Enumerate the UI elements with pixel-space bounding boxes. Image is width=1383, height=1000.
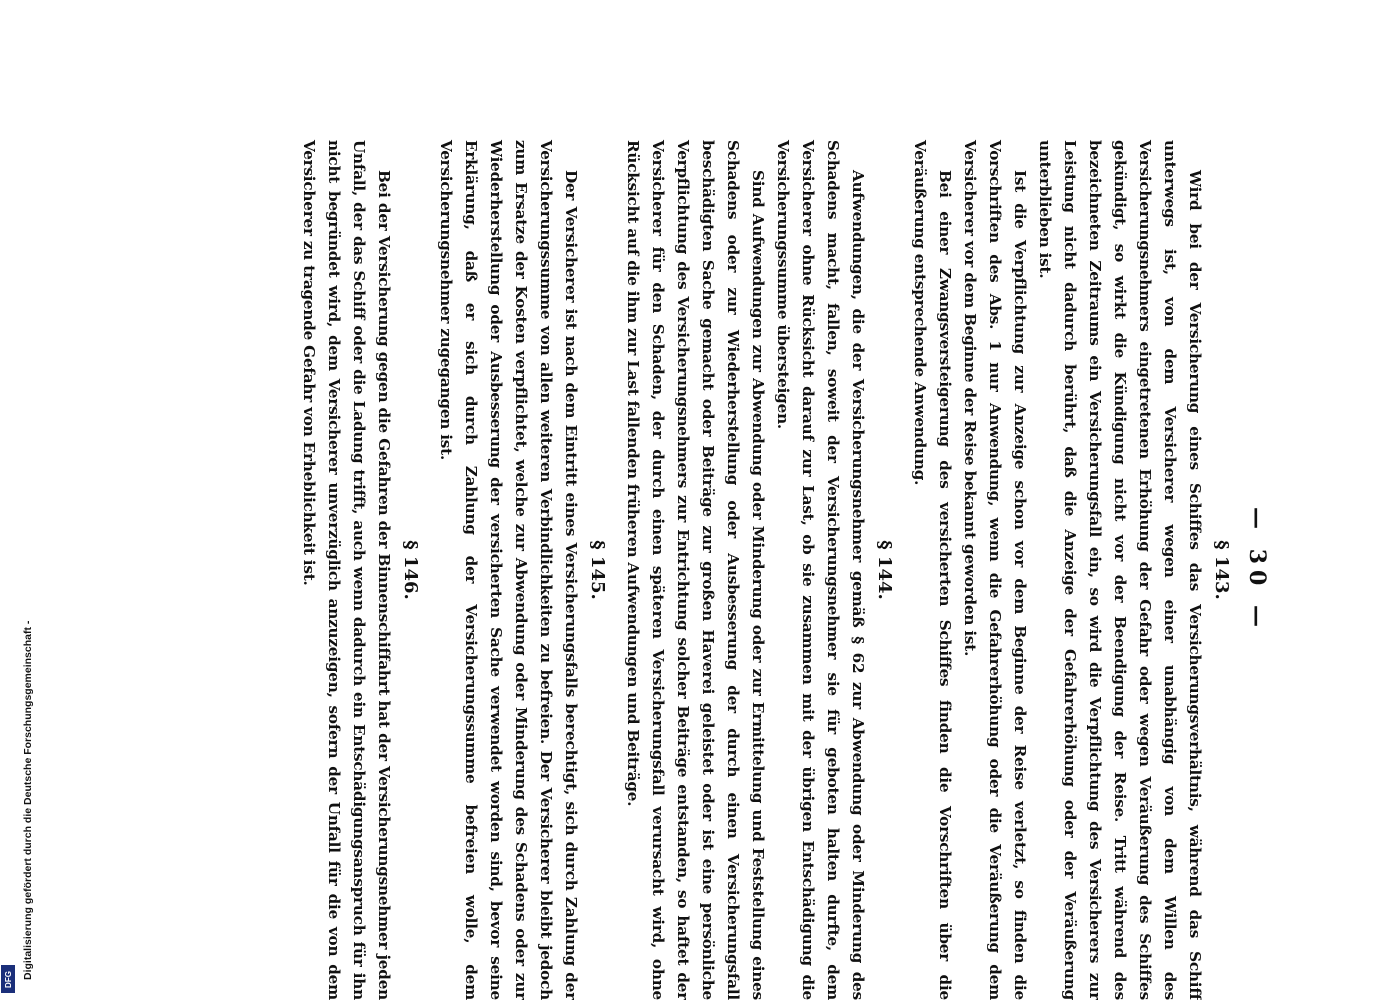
section-heading: § 143. [1211,540,1232,600]
digitization-credit [0,0,34,1000]
section-heading: § 144. [874,540,895,600]
section-146 [296,140,421,1000]
paragraph: Bei einer Zwangsversteigerung des versicherten Schiffes finden die Vorschriften über die Veräußerung entsprechende Anwendung. [911,140,954,1000]
funding-credit-text: Digitalisierung gefördert durch die Deutsche Forschungsgemeinschaft - [22,620,34,980]
dfg-logo-icon [1,965,15,993]
dfg-logo-label: DFG [3,970,13,988]
paragraph: Wird bei der Versicherung eines Schiffes das Versicherungsverhältnis, während das Schiff unterwegs ist, von dem Versicherer wegen einer unabhängig von dem Willen des Versicherungsnehmers eingetretenen Erhöhung der Gefahr oder wegen Veräußerung des Schiffes gekündigt, so wirkt die Kündigung nicht vor der Beendigung der Reise. Tritt während des bezeichneten Zeitraums ein Versicherungsfall ein, so wird die Verpflichtung des Versicherers zur Leistung nicht dadurch berührt, daß die Anzeige der Gefahrerhöhung oder der Veräußerung unterblieben ist. [1036,140,1204,1000]
section-heading: § 146. [400,540,421,600]
paragraph: Der Versicherer ist nach dem Eintritt eines Versicherungsfalls berechtigt, sich durch Zahlung der Versicherungssumme von allen weiteren Verbindlichkeiten zu befreien. Der Versicherer bleibt jedoch zum Ersatze der Kosten verpflichtet, welche zur Abwendung oder Minderung des Schadens oder zur Wiederherstellung oder Ausbesserung der versicherten Sache verwendet worden sind, bevor seine Erklärung, daß er sich durch Zahlung der Versicherungssumme befreien wolle, dem Versicherungsnehmer zugegangen ist. [437,140,580,1000]
section-144 [620,140,895,1000]
section-heading: § 145. [587,540,608,600]
paragraph: Aufwendungen, die der Versicherungsnehmer gemäß § 62 zur Abwendung oder Minderung des Schadens macht, fallen, soweit der Versicherungsnehmer sie für geboten halten durfte, dem Versicherer ohne Rücksicht darauf zur Last, ob sie zusammen mit der übrigen Entschädigung die Versicherungssumme übersteigen. [774,140,867,1000]
paragraph: Bei der Versicherung gegen die Gefahren der Binnenschiffahrt hat der Versicherungsnehmer jeden Unfall, der das Schiff oder die Ladung trifft, auch wenn dadurch ein Entschädigungsanspruch für ihn nicht begründet wird, dem Versicherer unverzüglich anzuzeigen, sofern der Unfall für die von dem Versicherer zu tragende Gefahr von Erheblichkeit ist. [300,140,393,1000]
section-145 [433,140,608,1000]
paragraph: Ist die Verpflichtung zur Anzeige schon vor dem Beginne der Reise verletzt, so finden die Vorschriften des Abs. 1 nur Anwendung, wenn die Gefahrerhöhung oder die Veräußerung dem Versicherer vor dem Beginne der Reise bekannt geworden ist. [961,140,1029,1000]
page-number: — 30 — [1244,507,1270,633]
paragraph: Sind Aufwendungen zur Abwendung oder Minderung oder zur Ermittelung und Feststellung eines Schadens oder zur Wiederherstellung oder Ausbesserung der durch einen Versicherungsfall beschädigten Sache gemacht oder Beiträge zur großen Haverei geleistet oder ist eine persönliche Verpflichtung des Versicherungsnehmers zur Entrichtung solcher Beiträge entstanden, so haftet der Versicherer für den Schaden, der durch einen späteren Versicherungsfall verursacht wird, ohne Rücksicht auf die ihm zur Last fallenden früheren Aufwendungen und Beiträge. [624,140,767,1000]
section-143 [907,140,1232,1000]
document-page [140,140,1270,1000]
